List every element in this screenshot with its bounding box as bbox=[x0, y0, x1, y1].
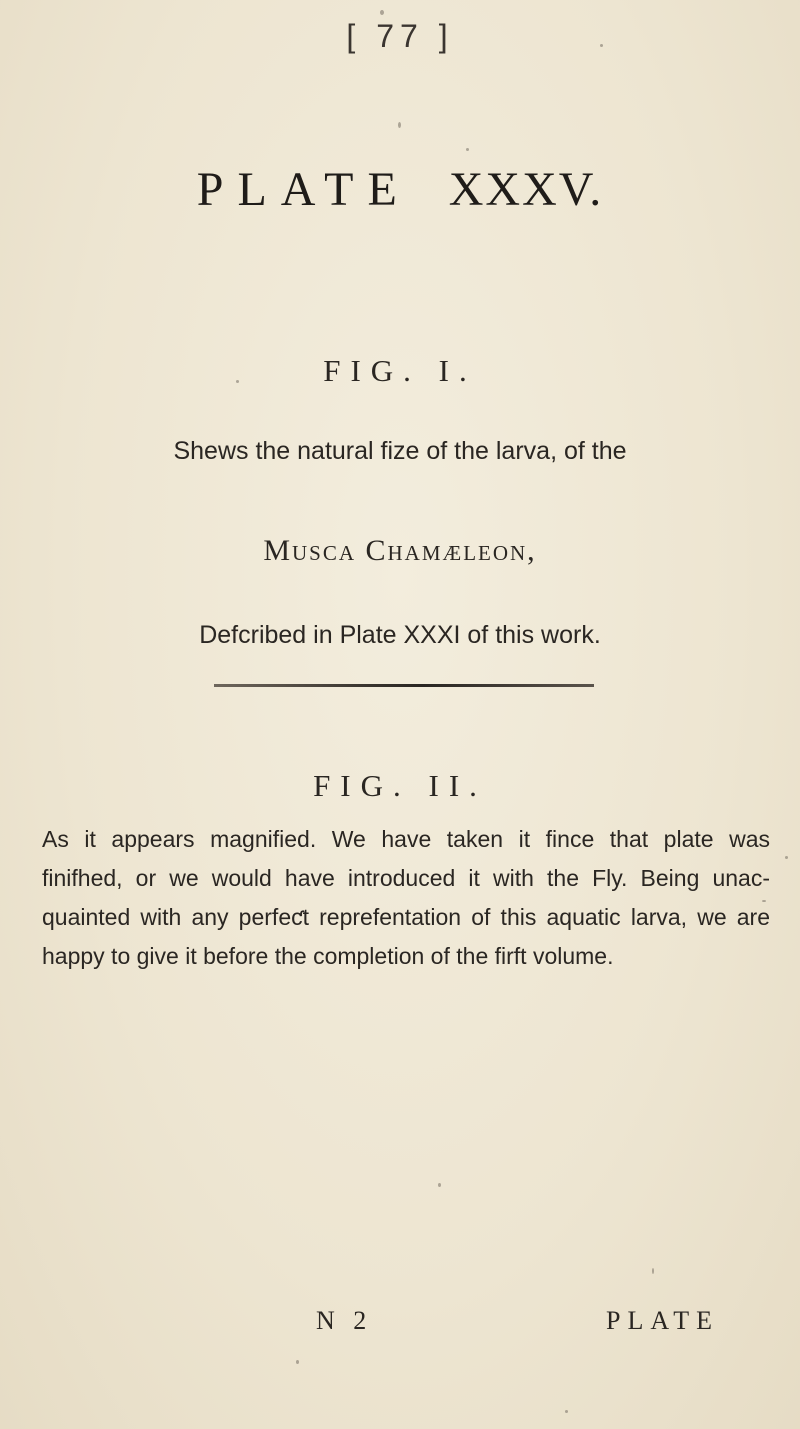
paper-speck bbox=[785, 856, 788, 859]
paper-speck bbox=[380, 10, 384, 15]
plate-title bbox=[0, 162, 800, 217]
paragraph-line-3: quainted with any perfeƈt reprefentation of this aquatic larva, we are bbox=[42, 904, 770, 930]
paper-speck bbox=[296, 1360, 299, 1364]
paper-speck bbox=[565, 1410, 568, 1413]
paper-speck bbox=[466, 148, 469, 151]
catchword: PLATE bbox=[606, 1306, 719, 1335]
paper-speck bbox=[600, 44, 603, 47]
section-divider-rule bbox=[214, 684, 594, 687]
paper-speck bbox=[236, 380, 239, 383]
figure-1-line-1: Shews the natural fize of the larva, of the bbox=[173, 437, 627, 465]
page-number: [ 77 ] bbox=[346, 18, 454, 54]
figure-2-heading: FIG. II. bbox=[313, 768, 487, 803]
figure-1-species-name: Musca Chamæleon, bbox=[263, 534, 537, 567]
figure-1-line-3: Defcribed in Plate XXXI of this work. bbox=[199, 621, 601, 649]
paragraph-line-2: finifhed, or we would have introduced it with the Fly. Being unac- bbox=[42, 865, 770, 891]
figure-1-heading: FIG. I. bbox=[323, 353, 477, 388]
paragraph-line-4: happy to give it before the completion of the firft volume. bbox=[42, 943, 614, 969]
paper-speck bbox=[398, 122, 401, 128]
paragraph-line-1: As it appears magnified. We have taken it fince that plate was bbox=[42, 826, 770, 852]
paper-speck bbox=[652, 1268, 654, 1274]
plate-title-numeral: XXXV. bbox=[448, 163, 604, 216]
plate-title-word: PLATE bbox=[196, 163, 411, 216]
paper-speck bbox=[762, 900, 766, 902]
paper-speck bbox=[438, 1183, 441, 1187]
figure-2-paragraph bbox=[42, 820, 770, 976]
signature-mark: N 2 bbox=[316, 1306, 373, 1335]
